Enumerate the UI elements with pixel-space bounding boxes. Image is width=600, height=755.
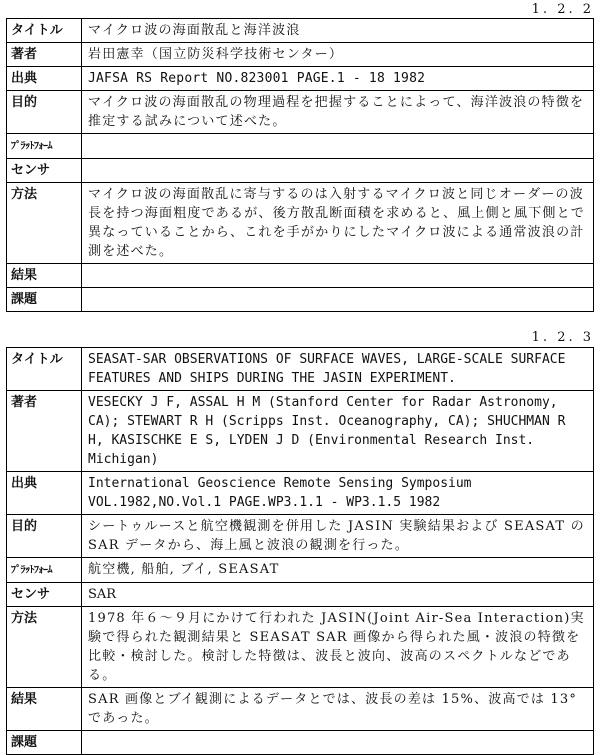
author-label: 著者 [7,391,82,472]
purpose-label: 目的 [7,91,82,134]
record-card [6,347,594,755]
author-value: 岩田憲幸（国立防災科学技術センター） [82,43,594,67]
sensor-row [7,583,594,607]
method-value: 1978 年６～９月にかけて行われた JASIN(Joint Air-Sea Interaction)実験で得られた観測結果と SEASAT SAR 画像から得られた風・波浪の特徴を比較・検討した。検討した特徴は、波長と波向、波高のスペクトルなどである。 [82,607,594,688]
issue-label: 課題 [7,288,82,312]
title-value: SEASAT-SAR OBSERVATIONS OF SURFACE WAVES, LARGE-SCALE SURFACE FEATURES AND SHIPS DURING THE JASIN EXPERIMENT. [82,348,594,391]
author-row [7,43,594,67]
result-value [82,264,594,288]
author-value: VESECKY J F, ASSAL H M (Stanford Center for Radar Astronomy, CA); STEWART R H (Scripps Inst. Oceanography, CA); SHUCHMAN R H, KASISCHKE E S, LYDEN J D (Environmental Research Inst. Michigan) [82,391,594,472]
sensor-row [7,159,594,183]
author-row [7,391,594,472]
method-label: 方法 [7,183,82,264]
platform-label: ﾌﾟﾗｯﾄﾌｫｰﾑ [7,558,82,583]
sensor-value: SAR [82,583,594,607]
method-row [7,183,594,264]
issue-row [7,731,594,755]
result-value: SAR 画像とブイ観測によるデータとでは、波長の差は 15%、波高では 13°であった。 [82,688,594,731]
section-number: 1. 2. 3 [531,330,594,345]
result-row [7,688,594,731]
source-row [7,472,594,515]
purpose-value: シートゥルースと航空機観測を併用した JASIN 実験結果および SEASAT の SAR データから、海上風と波浪の観測を行った。 [82,515,594,558]
issue-value [82,288,594,312]
method-row [7,607,594,688]
platform-row [7,558,594,583]
record-card [6,18,594,312]
result-row [7,264,594,288]
purpose-value: マイクロ波の海面散乱の物理過程を把握することによって、海洋波浪の特徴を推定する試みについて述べた。 [82,91,594,134]
platform-row [7,134,594,159]
platform-value [82,134,594,159]
source-row [7,67,594,91]
method-label: 方法 [7,607,82,688]
title-label: タイトル [7,348,82,391]
platform-value: 航空機, 船舶, ブイ, SEASAT [82,558,594,583]
author-label: 著者 [7,43,82,67]
title-label: タイトル [7,19,82,43]
issue-label: 課題 [7,731,82,755]
result-label: 結果 [7,264,82,288]
sensor-label: センサ [7,159,82,183]
sensor-label: センサ [7,583,82,607]
purpose-row [7,91,594,134]
sensor-value [82,159,594,183]
method-value: マイクロ波の海面散乱に寄与するのは入射するマイクロ波と同じオーダーの波長を持つ海面粗度であるが、後方散乱断面積を求めると、風上側と風下側とで異なっていることから、これを手がかりにしたマイクロ波による通常波浪の計測を述べた。 [82,183,594,264]
source-value: JAFSA RS Report NO.823001 PAGE.1 - 18 1982 [82,67,594,91]
issue-row [7,288,594,312]
source-label: 出典 [7,67,82,91]
purpose-label: 目的 [7,515,82,558]
source-label: 出典 [7,472,82,515]
platform-label: ﾌﾟﾗｯﾄﾌｫｰﾑ [7,134,82,159]
purpose-row [7,515,594,558]
title-row [7,348,594,391]
title-value: マイクロ波の海面散乱と海洋波浪 [82,19,594,43]
result-label: 結果 [7,688,82,731]
issue-value [82,731,594,755]
title-row [7,19,594,43]
section-number: 1. 2. 2 [531,2,594,17]
source-value: International Geoscience Remote Sensing Symposium VOL.1982,NO.Vol.1 PAGE.WP3.1.1 - WP3.1.5 1982 [82,472,594,515]
